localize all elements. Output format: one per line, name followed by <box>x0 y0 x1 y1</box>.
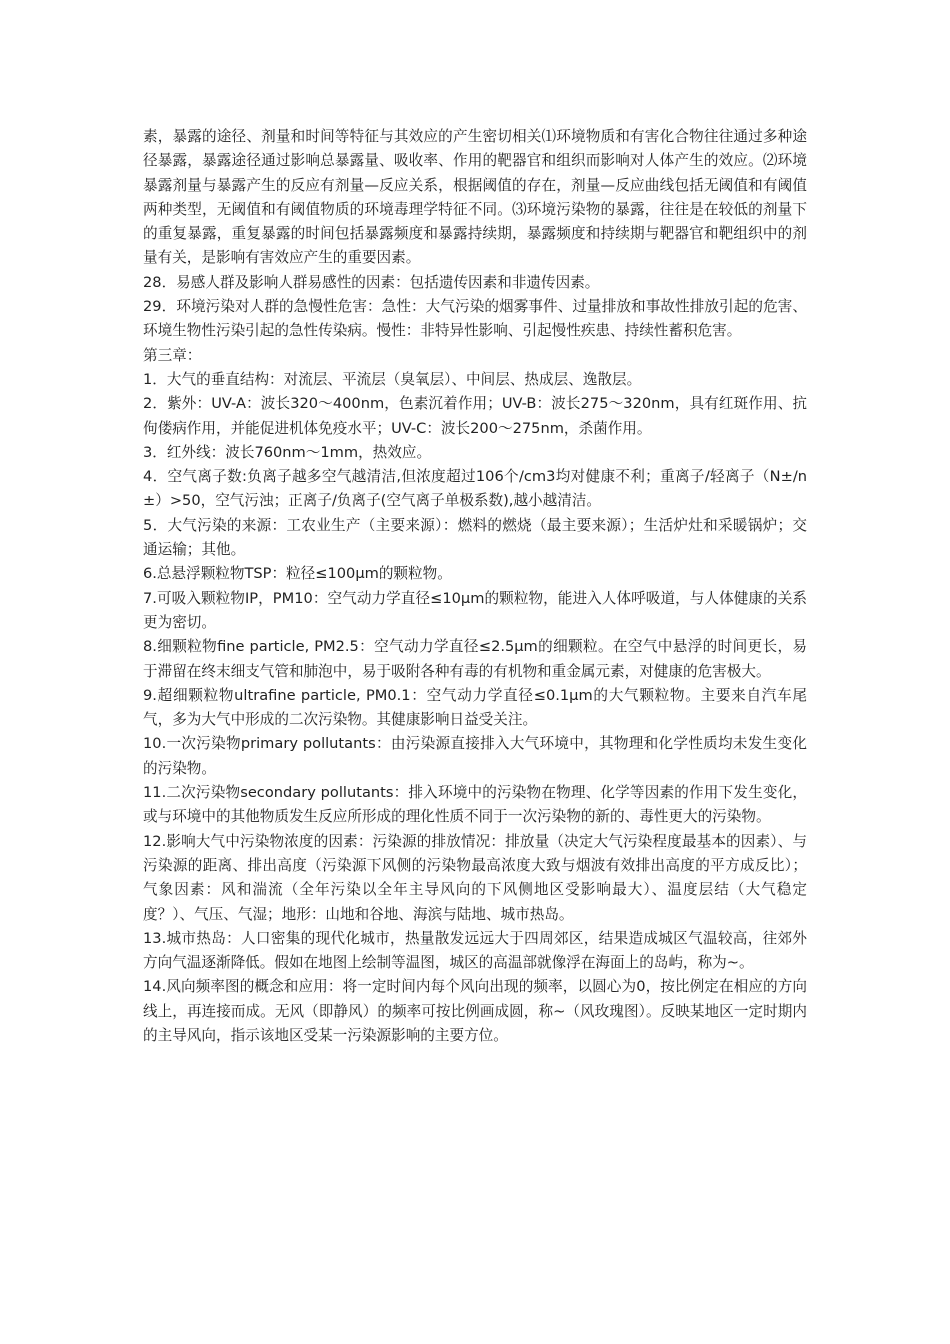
paragraph-item-8: 8.细颗粒物fine particle, PM2.5：空气动力学直径≤2.5μm的细颗粒。在空气中悬浮的时间更长，易于滞留在终末细支气管和肺泡中，易于吸附各种有毒的有机物和重金属元素，对健康的危害极大。 <box>143 638 807 680</box>
paragraph-item-5: 5．大气污染的来源：工农业生产（主要来源）：燃料的燃烧（最主要来源）；生活炉灶和采暖锅炉；交通运输；其他。 <box>143 516 807 559</box>
paragraph-exposure-continued: 素，暴露的途径、剂量和时间等特征与其效应的产生密切相关⑴环境物质和有害化合物往往通过多种途径暴露，暴露途径通过影响总暴露量、吸收率、作用的靶器官和组织而影响对人体产生的效应。⑵环境暴露剂量与暴露产生的反应有剂量—反应关系，根据阈值的存在，剂量—反应曲线包括无阈值和有阈值两种类型，无阈值和有阈值物质的环境毒理学特征不同。⑶环境污染物的暴露，往往是在较低的剂量下的重复暴露，重复暴露的时间包括暴露频度和暴露持续期，暴露频度和持续期与靶器官和靶组织中的剂量有关，是影响有害效应产生的重要因素。 <box>143 128 807 267</box>
paragraph-item-12: 12.影响大气中污染物浓度的因素：污染源的排放情况：排放量（决定大气污染程度最基本的因素）、与污染源的距离、排出高度（污染源下风侧的污染物最高浓度大致与烟波有效排出高度的平方成反比）；气象因素：风和湍流（全年污染以全年主导风向的下风侧地区受影响最大）、温度层结（大气稳定度？）、气压、气湿；地形：山地和谷地、海滨与陆地、城市热岛。 <box>143 832 807 923</box>
paragraph-item-13: 13.城市热岛：人口密集的现代化城市，热量散发远远大于四周郊区，结果造成城区气温较高，往郊外方向气温逐渐降低。假如在地图上绘制等温图，城区的高温部就像浮在海面上的岛屿，称为~。 <box>143 929 807 972</box>
paragraph-item-1: 1．大气的垂直结构：对流层、平流层（臭氧层）、中间层、热成层、逸散层。 <box>143 370 642 388</box>
paragraph-item-11: 11.二次污染物secondary pollutants：排入环境中的污染物在物理、化学等因素的作用下发生变化，或与环境中的其他物质发生反应所形成的理化性质不同于一次污染物的新的、毒性更大的污染物。 <box>143 784 807 826</box>
paragraph-item-14: 14.风向频率图的概念和应用：将一定时间内每个风向出现的频率，以圆心为0，按比例定在相应的方向线上，再连接而成。无风（即静风）的频率可按比例画成圆，称~（风玫瑰图）。反映某地区一定时期内的主导风向，指示该地区受某一污染源影响的主要方位。 <box>143 978 807 1044</box>
paragraph-item-9: 9.超细颗粒物ultrafine particle, PM0.1：空气动力学直径≤0.1μm的大气颗粒物。主要来自汽车尾气，多为大气中形成的二次污染物。其健康影响日益受关注。 <box>143 686 807 729</box>
paragraph-item-10: 10.一次污染物primary pollutants：由污染源直接排入大气环境中，其物理和化学性质均未发生变化的污染物。 <box>143 735 807 777</box>
paragraph-item-28: 28．易感人群及影响人群易感性的因素：包括遗传因素和非遗传因素。 <box>143 273 600 291</box>
paragraph-item-29: 29．环境污染对人群的急慢性危害：急性：大气污染的烟雾事件、过量排放和事故性排放引起的危害、环境生物性污染引起的急性传染病。慢性：非特异性影响、引起慢性疾患、持续性蓄积危害。 <box>143 298 807 340</box>
paragraph-item-3: 3．红外线：波长760nm～1mm，热效应。 <box>143 443 432 461</box>
paragraph-item-6: 6.总悬浮颗粒物TSP：粒径≤100μm的颗粒物。 <box>143 565 452 583</box>
document-body <box>143 125 807 1048</box>
chapter-heading: 第三章： <box>143 346 202 364</box>
paragraph-item-7: 7.可吸入颗粒物IP，PM10：空气动力学直径≤10μm的颗粒物，能进入人体呼吸道，与人体健康的关系更为密切。 <box>143 589 807 631</box>
paragraph-item-4: 4．空气离子数:负离子越多空气越清洁,但浓度超过106个/cm3均对健康不利；重离子/轻离子（N±/n±）>50，空气污浊；正离子/负离子(空气离子单极系数),越小越清洁。 <box>143 468 807 510</box>
paragraph-item-2: 2．紫外：UV-A：波长320～400nm，色素沉着作用；UV-B：波长275～320nm，具有红斑作用、抗佝偻病作用，并能促进机体免疫水平；UV-C：波长200～275nm，杀菌作用。 <box>143 395 807 437</box>
